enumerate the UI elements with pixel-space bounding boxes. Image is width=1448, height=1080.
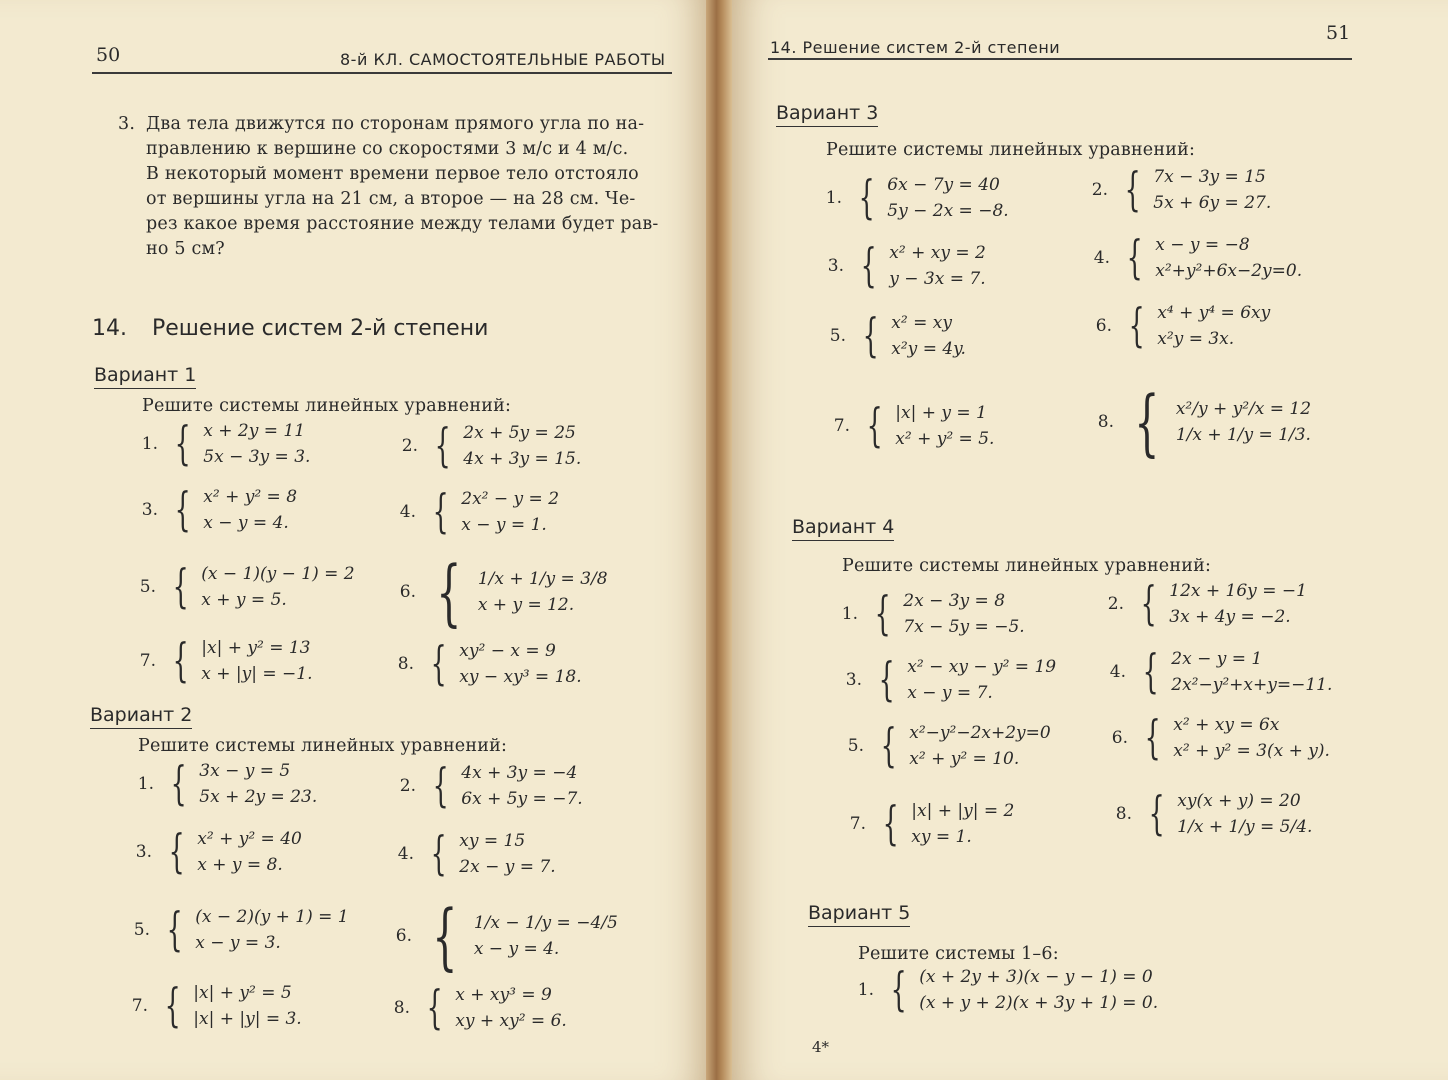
equation: 4x + 3y = 15. [463, 449, 582, 469]
system-v4-8 [1104, 786, 1313, 841]
problem-number: 3. [118, 114, 136, 134]
system-number: 4. [1093, 248, 1110, 268]
system-v4-7 [838, 796, 1015, 851]
equation: x − y = 4. [203, 513, 289, 533]
system-number: 6. [399, 582, 416, 603]
equation: x² = xy [891, 313, 952, 333]
equation: xy − xy³ = 18. [459, 667, 582, 687]
system-number: 1. [841, 604, 858, 624]
equation: x²/y + y²/x = 12 [1175, 399, 1312, 420]
system-number: 5. [133, 920, 150, 940]
brace-icon: { [166, 902, 183, 957]
system-v3-1 [814, 170, 1009, 225]
equation: x² + xy = 2 [889, 243, 986, 263]
brace-icon: { [862, 308, 879, 363]
system-v1-1 [130, 416, 311, 471]
brace-icon: { [172, 633, 189, 688]
equation: xy = 1. [911, 827, 972, 847]
equation: (x + y + 2)(x + 3y + 1) = 0. [919, 993, 1159, 1013]
equation: (x − 2)(y + 1) = 1 [195, 907, 349, 927]
equation: x − y = −8 [1155, 235, 1250, 255]
system-v2-8 [382, 980, 567, 1035]
equation: x² + y² = 3(x + y). [1173, 741, 1330, 761]
left-header-rule [92, 72, 672, 74]
system-number: 1. [857, 980, 874, 1000]
signature-mark: 4* [812, 1038, 830, 1056]
system-number: 1. [137, 774, 154, 794]
equation: 6x + 5y = −7. [461, 789, 583, 809]
system-v2-4 [386, 826, 556, 881]
variant-4-heading: Вариант 4 [792, 516, 894, 541]
system-number: 4. [399, 502, 416, 522]
brace-icon: { [1134, 380, 1160, 464]
equation: |x| + |y| = 3. [193, 1009, 302, 1029]
equation: 7x − 5y = −5. [903, 617, 1025, 637]
brace-icon: { [174, 416, 191, 471]
equation: 2x² − y = 2 [461, 489, 560, 509]
system-v1-8 [386, 636, 582, 691]
equation: 5x + 6y = 27. [1153, 193, 1272, 213]
system-v2-3 [124, 824, 302, 879]
equation: x + |y| = −1. [201, 664, 313, 684]
system-v3-4 [1082, 230, 1303, 285]
book-spine [706, 0, 732, 1080]
equation: x² + y² = 8 [203, 487, 298, 507]
variant-1-heading: Вариант 1 [94, 364, 196, 389]
equation: 1/x − 1/y = −4/5 [473, 913, 618, 934]
system-number: 7. [833, 416, 850, 436]
brace-icon: { [1126, 230, 1143, 285]
equation: xy + xy² = 6. [455, 1011, 567, 1031]
system-v1-4 [388, 484, 560, 539]
equation: |x| + y² = 5 [193, 983, 292, 1003]
equation: 3x + 4y = −2. [1169, 607, 1291, 627]
variant-5-intro: Решите системы 1–6: [858, 944, 1059, 964]
brace-icon: { [430, 826, 447, 881]
system-number: 2. [399, 776, 416, 796]
brace-icon: { [890, 962, 907, 1017]
brace-icon: { [882, 796, 899, 851]
equation: 1/x + 1/y = 3/8 [477, 569, 608, 590]
brace-icon: { [1144, 710, 1161, 765]
system-number: 4. [1109, 662, 1126, 682]
system-v1-3 [130, 482, 298, 537]
equation: y − 3x = 7. [889, 269, 986, 289]
equation: x + y = 5. [201, 590, 287, 610]
equation: (x − 1)(y − 1) = 2 [201, 564, 355, 584]
system-v4-5 [836, 718, 1051, 773]
system-v1-2 [390, 418, 582, 473]
left-page-number: 50 [96, 44, 121, 66]
system-v2-1 [126, 756, 318, 811]
brace-icon: { [170, 756, 187, 811]
variant-1-intro: Решите системы линейных уравнений: [142, 396, 512, 416]
system-v3-5 [818, 308, 966, 363]
equation: x⁴ + y⁴ = 6xy [1157, 303, 1271, 323]
equation: 2x + 5y = 25 [463, 423, 576, 443]
brace-icon: { [434, 418, 451, 473]
system-v3-2 [1080, 162, 1272, 217]
brace-icon: { [1128, 298, 1145, 353]
system-v2-6 [384, 894, 618, 978]
system-v1-7 [128, 633, 313, 688]
brace-icon: { [866, 398, 883, 453]
equation: x²−y²−2x+2y=0 [909, 723, 1051, 743]
system-number: 5. [139, 577, 156, 597]
system-v3-6 [1084, 298, 1271, 353]
system-number: 1. [825, 188, 842, 208]
system-v3-7 [822, 398, 995, 453]
equation: x − y = 4. [473, 939, 560, 960]
equation: x² + y² = 5. [895, 429, 995, 449]
brace-icon: { [878, 652, 895, 707]
system-v4-4 [1098, 644, 1333, 699]
equation: 5x − 3y = 3. [203, 447, 311, 467]
system-number: 6. [1111, 728, 1128, 748]
brace-icon: { [1148, 786, 1165, 841]
problem-line: Два тела движутся по сторонам прямого угла по на- [146, 114, 645, 134]
equation: 1/x + 1/y = 5/4. [1177, 817, 1313, 837]
equation: x − y = 1. [461, 515, 547, 535]
equation: x + 2y = 11 [203, 421, 306, 441]
equation: 2x − y = 1 [1171, 649, 1263, 669]
equation: x + y = 12. [477, 595, 575, 616]
system-v1-5 [128, 559, 355, 614]
equation: |x| + y = 1 [895, 403, 987, 423]
problem-line: правлению к вершине со скоростями 3 м/с и 4 м/с. [146, 139, 629, 159]
variant-3-intro: Решите системы линейных уравнений: [826, 140, 1196, 160]
variant-5-heading: Вариант 5 [808, 902, 910, 927]
equation: xy(x + y) = 20 [1177, 791, 1301, 811]
system-v2-5 [122, 902, 349, 957]
system-number: 2. [1107, 594, 1124, 614]
variant-3-heading: Вариант 3 [776, 102, 878, 127]
variant-2-heading: Вариант 2 [90, 704, 192, 729]
brace-icon: { [432, 484, 449, 539]
equation: |x| + y² = 13 [201, 638, 311, 658]
brace-icon: { [858, 170, 875, 225]
brace-icon: { [1140, 576, 1157, 631]
system-v3-8 [1086, 380, 1312, 464]
system-number: 6. [1095, 316, 1112, 336]
brace-icon: { [172, 559, 189, 614]
problem-line: от вершины угла на 21 см, а второе — на 28 см. Че- [146, 189, 636, 209]
system-number: 7. [139, 651, 156, 671]
system-number: 3. [141, 500, 158, 520]
section-title: Решение систем 2-й степени [152, 316, 489, 341]
variant-2-intro: Решите системы линейных уравнений: [138, 736, 508, 756]
equation: 3x − y = 5 [199, 761, 291, 781]
equation: 4x + 3y = −4 [461, 763, 578, 783]
equation: x − y = 7. [907, 683, 993, 703]
equation: (x + 2y + 3)(x − y − 1) = 0 [919, 967, 1153, 987]
brace-icon: { [164, 978, 181, 1033]
equation: x + y = 8. [197, 855, 283, 875]
brace-icon: { [430, 636, 447, 691]
brace-icon: { [174, 482, 191, 537]
brace-icon: { [432, 894, 458, 978]
system-number: 3. [845, 670, 862, 690]
system-number: 2. [1091, 180, 1108, 200]
brace-icon: { [1142, 644, 1159, 699]
equation: x²+y²+6x−2y=0. [1155, 261, 1303, 281]
system-v4-6 [1100, 710, 1330, 765]
equation: 6x − 7y = 40 [887, 175, 1000, 195]
system-v5-1 [846, 962, 1159, 1017]
section-number: 14. [92, 316, 127, 341]
equation: 12x + 16y = −1 [1169, 581, 1307, 601]
system-number: 8. [393, 998, 410, 1018]
brace-icon: { [1124, 162, 1141, 217]
system-number: 8. [397, 654, 414, 674]
system-v2-2 [388, 758, 583, 813]
system-number: 3. [827, 256, 844, 276]
brace-icon: { [168, 824, 185, 879]
brace-icon: { [426, 980, 443, 1035]
system-v3-3 [816, 238, 986, 293]
right-running-head: 14. Решение систем 2-й степени [770, 38, 1061, 57]
system-number: 4. [397, 844, 414, 864]
equation: 2x − y = 7. [459, 857, 556, 877]
equation: 5y − 2x = −8. [887, 201, 1009, 221]
equation: |x| + |y| = 2 [911, 801, 1015, 821]
system-number: 5. [847, 736, 864, 756]
system-number: 5. [829, 326, 846, 346]
problem-line: но 5 см? [146, 239, 225, 259]
brace-icon: { [436, 550, 462, 634]
system-v4-1 [830, 586, 1025, 641]
equation: 2x²−y²+x+y=−11. [1171, 675, 1333, 695]
problem-line: В некоторый момент времени первое тело отстояло [146, 164, 639, 184]
equation: x² + y² = 40 [197, 829, 302, 849]
system-number: 6. [395, 926, 412, 947]
equation: xy² − x = 9 [459, 641, 556, 661]
system-number: 3. [135, 842, 152, 862]
problem-line: рез какое время расстояние между телами будет рав- [146, 214, 659, 234]
right-header-rule [768, 58, 1352, 60]
equation: x²y = 4y. [891, 339, 966, 359]
system-v1-6 [388, 550, 608, 634]
system-number: 2. [401, 436, 418, 456]
right-page-number: 51 [1326, 22, 1351, 44]
left-running-head: 8-й КЛ. САМОСТОЯТЕЛЬНЫЕ РАБОТЫ [340, 50, 666, 69]
equation: x² + y² = 10. [909, 749, 1020, 769]
equation: x² + xy = 6x [1173, 715, 1280, 735]
equation: xy = 15 [459, 831, 526, 851]
system-v4-3 [834, 652, 1057, 707]
equation: 1/x + 1/y = 1/3. [1175, 425, 1311, 446]
equation: 2x − 3y = 8 [903, 591, 1006, 611]
brace-icon: { [880, 718, 897, 773]
system-number: 1. [141, 434, 158, 454]
equation: x − y = 3. [195, 933, 281, 953]
system-number: 8. [1097, 412, 1114, 433]
system-number: 7. [849, 814, 866, 834]
equation: 5x + 2y = 23. [199, 787, 318, 807]
variant-4-intro: Решите системы линейных уравнений: [842, 556, 1212, 576]
system-number: 7. [131, 996, 148, 1016]
brace-icon: { [874, 586, 891, 641]
equation: 7x − 3y = 15 [1153, 167, 1266, 187]
brace-icon: { [432, 758, 449, 813]
system-number: 8. [1115, 804, 1132, 824]
system-v2-7 [120, 978, 302, 1033]
system-v4-2 [1096, 576, 1307, 631]
equation: x²y = 3x. [1157, 329, 1235, 349]
brace-icon: { [860, 238, 877, 293]
equation: x² − xy − y² = 19 [907, 657, 1057, 677]
equation: x + xy³ = 9 [455, 985, 552, 1005]
